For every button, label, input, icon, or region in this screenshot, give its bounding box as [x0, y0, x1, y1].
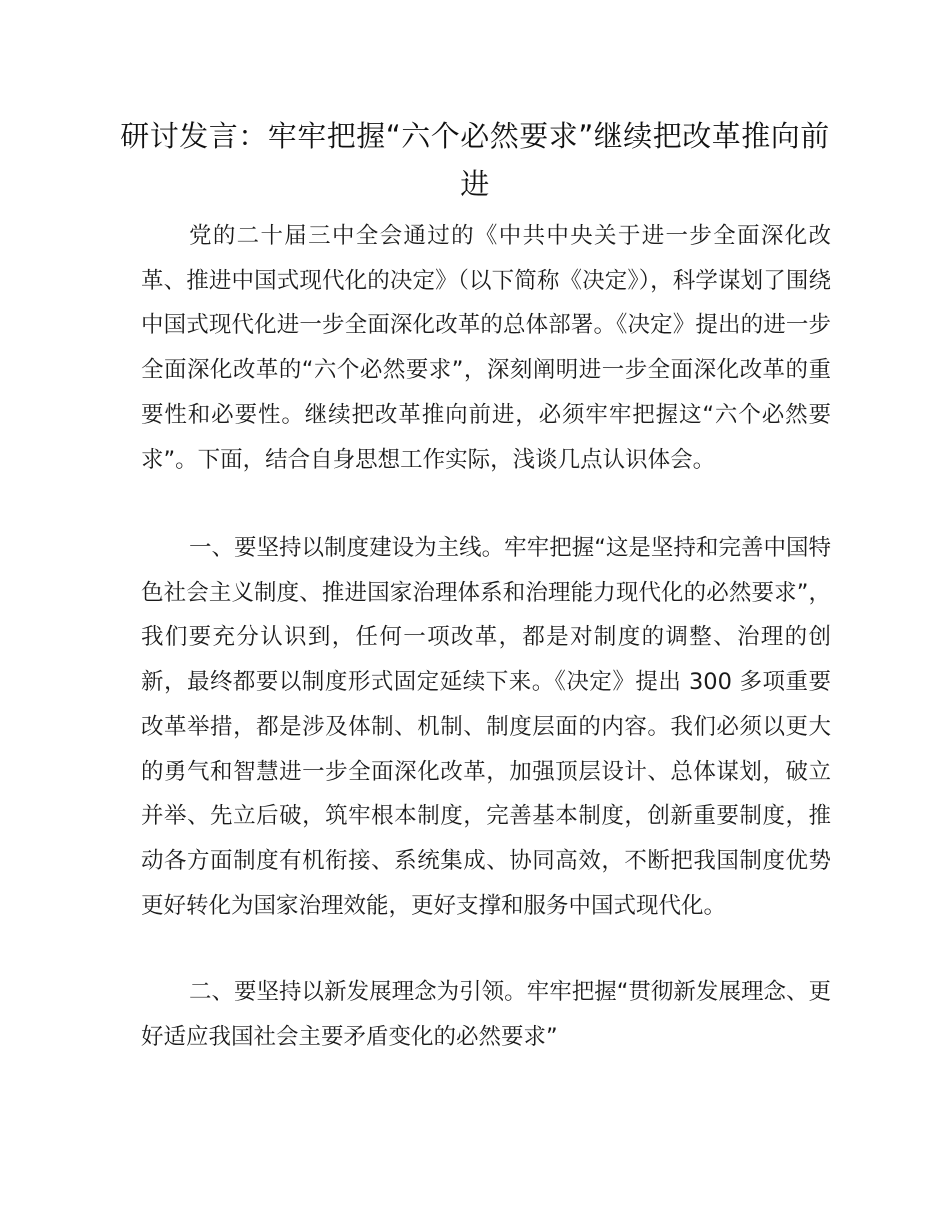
- document-title: 研讨发言：牢牢把握“六个必然要求”继续把改革推向前进: [120, 119, 830, 201]
- paragraph-section-two: 二、要坚持以新发展理念为引领。牢牢把握“贯彻新发展理念、更好适应我国社会主要矛盾变化的必然要求”: [141, 979, 831, 1050]
- paragraph-intro: 党的二十届三中全会通过的《中共中央关于进一步全面深化改革、推进中国式现代化的决定》（以下简称《决定》），科学谋划了围绕中国式现代化进一步全面深化改革的总体部署。《决定》提出的进一步全面深化改革的“六个必然要求”，深刻阐明进一步全面深化改革的重要性和必要性。继续把改革推向前进，必须牢牢把握这“六个必然要求”。下面，结合自身思想工作实际，浅谈几点认识体会。: [141, 223, 831, 473]
- paragraph-section-one: 一、要坚持以制度建设为主线。牢牢把握“这是坚持和完善中国特色社会主义制度、推进国家治理体系和治理能力现代化的必然要求”，我们要充分认识到，任何一项改革，都是对制度的调整、治理的创新，最终都要以制度形式固定延续下来。《决定》提出 300 多项重要改革举措，都是涉及体制、机制、制度层面的内容。我们必须以更大的勇气和智慧进一步全面深化改革，加强顶层设计、总体谋划，破立并举、先立后破，筑牢根本制度，完善基本制度，创新重要制度，推动各方面制度有机衔接、系统集成、协同高效，不断把我国制度优势更好转化为国家治理效能，更好支撑和服务中国式现代化。: [141, 535, 831, 919]
